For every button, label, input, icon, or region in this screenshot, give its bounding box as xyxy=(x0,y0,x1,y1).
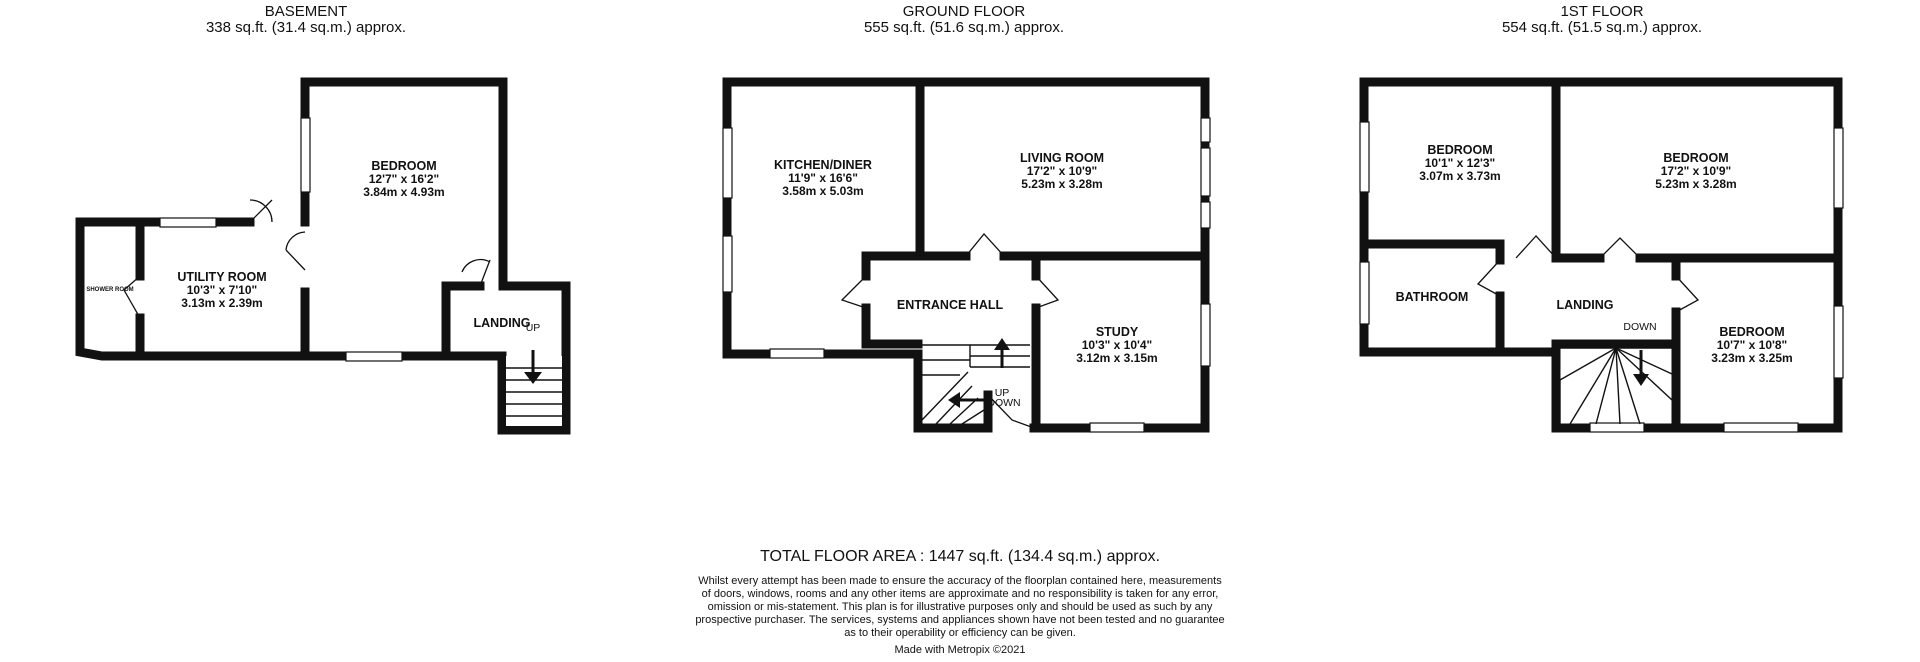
basement-landing-name: LANDING xyxy=(473,316,531,330)
basement-stairs-up-label: UP xyxy=(525,322,541,334)
living-room-imperial: 17'2" x 10'9" xyxy=(1026,164,1098,178)
first-bedroom-1-imperial: 10'1" x 12'3" xyxy=(1424,156,1496,170)
total-floor-area: TOTAL FLOOR AREA : 1447 sq.ft. (134.4 sq.m.) approx. xyxy=(760,548,1160,565)
ground-floor-area: 555 sq.ft. (51.6 sq.m.) approx. xyxy=(863,19,1065,36)
disclaimer-line: as to their operability or efficiency can be given. xyxy=(844,627,1076,639)
first-stairs-down-label: DOWN xyxy=(1623,321,1657,333)
first-bedroom-3-imperial: 10'7" x 10'8" xyxy=(1716,338,1788,352)
window xyxy=(301,118,310,192)
basement-bedroom-name: BEDROOM xyxy=(371,159,437,173)
ground-stairs-up-label: UP xyxy=(994,387,1010,399)
first-bedroom-3-name: BEDROOM xyxy=(1719,325,1785,339)
door xyxy=(250,200,272,222)
basement-stairs xyxy=(506,350,562,426)
window xyxy=(1360,122,1369,192)
ground-floor-stairs xyxy=(922,338,1030,424)
window xyxy=(723,236,732,292)
door xyxy=(1600,238,1640,258)
window xyxy=(1201,304,1210,366)
first-bedroom-3-metric: 3.23m x 3.25m xyxy=(1711,351,1793,365)
window xyxy=(1834,306,1843,378)
kitchen-diner-name: KITCHEN/DINER xyxy=(774,158,872,172)
utility-room-metric: 3.13m x 2.39m xyxy=(181,296,263,310)
first-floor-area: 554 sq.ft. (51.5 sq.m.) approx. xyxy=(1501,19,1703,36)
metropix-credit: Made with Metropix ©2021 xyxy=(894,644,1026,656)
bathroom-name: BATHROOM xyxy=(1395,290,1469,304)
first-bedroom-2-name: BEDROOM xyxy=(1663,151,1729,165)
door xyxy=(1516,236,1556,258)
first-bedroom-2-imperial: 17'2" x 10'9" xyxy=(1660,164,1732,178)
stairs-up-arrow-icon xyxy=(994,338,1010,350)
ground-floor-plan xyxy=(723,82,1210,432)
disclaimer-line: of doors, windows, rooms and any other items are approximate and no responsibility is taken for any error, xyxy=(701,588,1219,600)
study-metric: 3.12m x 3.15m xyxy=(1076,351,1158,365)
shower-room-name: SHOWER ROOM xyxy=(86,287,134,293)
window xyxy=(770,349,824,358)
basement-plan xyxy=(80,82,566,430)
ground-stairs-down-label: DOWN xyxy=(987,397,1021,409)
door xyxy=(1676,276,1698,312)
disclaimer-line: prospective purchaser. The services, systems and appliances shown have not been tested and no guarantee xyxy=(695,614,1225,626)
window xyxy=(1090,423,1144,432)
basement-bedroom-imperial: 12'7" x 16'2" xyxy=(368,172,440,186)
window xyxy=(1201,118,1210,142)
first-floor-plan xyxy=(1360,82,1843,432)
kitchen-diner-metric: 3.58m x 5.03m xyxy=(782,184,864,198)
door xyxy=(1036,276,1058,308)
first-bedroom-1-metric: 3.07m x 3.73m xyxy=(1419,169,1501,183)
window xyxy=(160,218,216,227)
window xyxy=(1201,202,1210,228)
basement-area: 338 sq.ft. (31.4 sq.m.) approx. xyxy=(205,19,407,36)
study-name: STUDY xyxy=(1095,325,1139,339)
door xyxy=(1478,260,1500,296)
disclaimer-line: omission or mis-statement. This plan is for illustrative purposes only and should be used as such by any xyxy=(707,601,1213,613)
window xyxy=(1834,128,1843,208)
window xyxy=(1360,262,1369,324)
stairs-down-arrow-icon xyxy=(1633,374,1649,386)
door xyxy=(842,276,866,308)
first-bedroom-2-metric: 5.23m x 3.28m xyxy=(1655,177,1737,191)
door xyxy=(124,276,140,318)
study-imperial: 10'3" x 10'4" xyxy=(1081,338,1153,352)
disclaimer-line: Whilst every attempt has been made to ensure the accuracy of the floorplan contained here, measurements xyxy=(698,575,1222,587)
entrance-hall-name: ENTRANCE HALL xyxy=(896,298,1004,312)
living-room-metric: 5.23m x 3.28m xyxy=(1021,177,1103,191)
utility-room-name: UTILITY ROOM xyxy=(177,270,267,284)
kitchen-diner-imperial: 11'9" x 16'6" xyxy=(788,171,858,185)
door xyxy=(966,234,1004,256)
window xyxy=(1201,148,1210,196)
basement-bedroom-metric: 3.84m x 4.93m xyxy=(363,185,445,199)
window xyxy=(723,128,732,198)
first-floor-title: 1ST FLOOR xyxy=(1560,3,1644,20)
first-bedroom-1-name: BEDROOM xyxy=(1427,143,1493,157)
utility-room-imperial: 10'3" x 7'10" xyxy=(186,283,258,297)
door xyxy=(286,232,305,270)
window xyxy=(1590,423,1644,432)
first-landing-name: LANDING xyxy=(1556,298,1614,312)
basement-title: BASEMENT xyxy=(264,3,348,20)
first-floor-stairs xyxy=(1560,348,1672,424)
window xyxy=(346,352,402,361)
window xyxy=(1724,423,1798,432)
ground-floor-title: GROUND FLOOR xyxy=(902,3,1026,20)
living-room-name: LIVING ROOM xyxy=(1019,151,1105,165)
